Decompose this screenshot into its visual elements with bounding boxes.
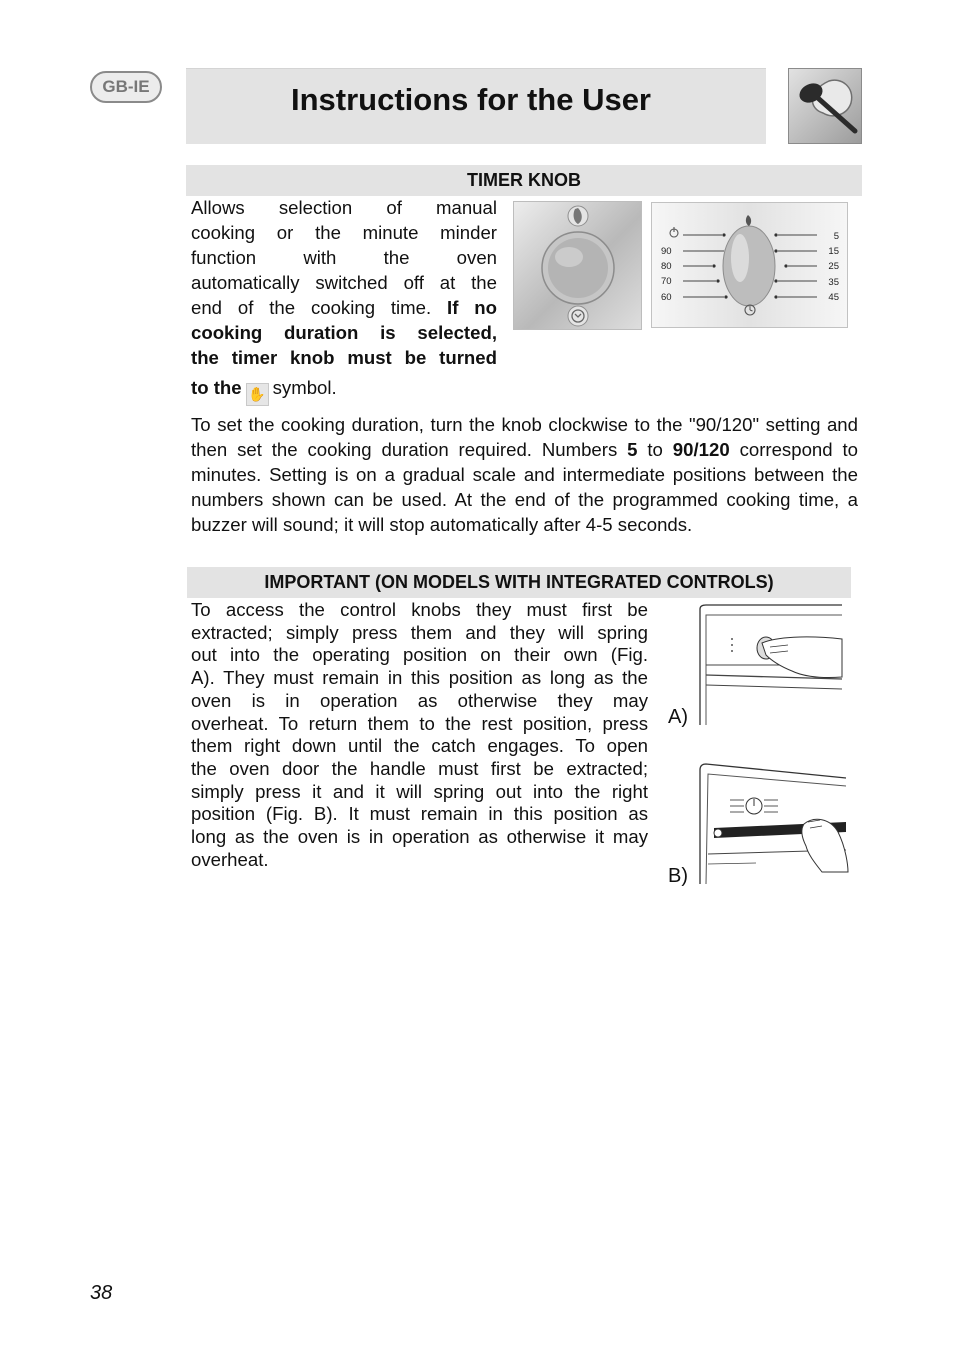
page-title: Instructions for the User (291, 82, 651, 117)
language-badge: GB-IE (90, 71, 162, 103)
timer-knob-paragraph: Allows selection of manual cooking or the minute minder function with the oven automatically switched off at the end of the cooking time. If no cooking duration is selected, the timer knob must be turned (191, 197, 497, 368)
hand-symbol-icon: ✋ (246, 383, 269, 406)
timer-dial-photo (651, 202, 848, 328)
figure-a-press-knob (696, 603, 846, 725)
integrated-controls-paragraph: To access the control knobs they must first be extracted; simply press them and they will spring out into the operating position on their own (Fig. A). They must remain in this position as long as the oven is in operation as otherwise they may overheat. To return them to the rest position, press them right down until the catch engages. To open the oven door the handle must first be extracted; simply press it and it will spring out into the right position (Fig. B). It must remain in this position as long as the oven is in operation as otherwise it may overheat. (191, 599, 648, 870)
dial-right-scale: 5 15 25 35 45 (828, 231, 839, 303)
important-heading: IMPORTANT (ON MODELS WITH INTEGRATED CONTROLS) (187, 567, 851, 598)
cooking-duration-paragraph: To set the cooking duration, turn the knob clockwise to the "90/120" setting and then set the cooking duration required. Numbers 5 to 90/120 correspond to minutes. Setting is on a gradual scale and intermediate positions between the numbers shown can be used. At the end of the programmed cooking time, a buzzer will sound; it will stop automatically after 4-5 seconds. (191, 414, 858, 535)
timer-knob-photo (513, 201, 642, 330)
timer-knob-heading: TIMER KNOB (186, 165, 862, 196)
timer-knob-paragraph-end: to the ✋ symbol. (191, 375, 337, 406)
page-number: 38 (90, 1282, 113, 1304)
figure-b-label: B) (668, 865, 688, 887)
spoon-logo-icon (788, 68, 862, 144)
figure-b-pull-handle (696, 762, 850, 884)
figure-a-label: A) (668, 706, 688, 728)
dial-left-scale: 90 80 70 60 (661, 246, 672, 303)
